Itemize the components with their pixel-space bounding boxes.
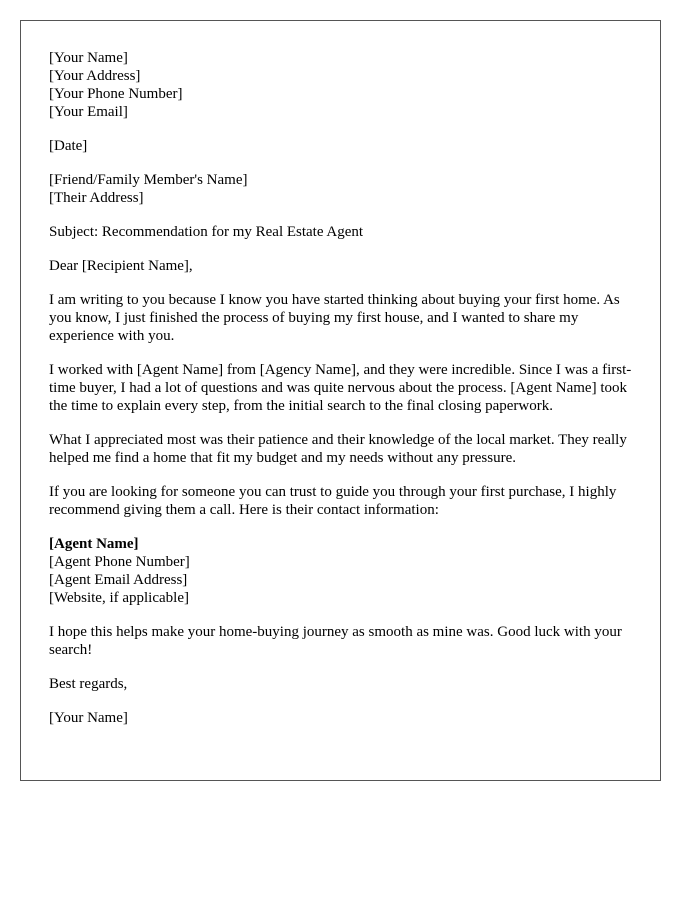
body-paragraph-3: What I appreciated most was their patience and their knowledge of the local market. They really helped me find a home that fit my budget and my needs without any pressure. (49, 432, 627, 466)
agent-name: [Agent Name] (49, 536, 139, 552)
body-paragraph-2: I worked with [Agent Name] from [Agency Name], and they were incredible. Since I was a first-time buyer, I had a lot of questions and was quite nervous about the process. [Agent Name] took the time to explain every step, from the initial search to the final closing paperwork. (49, 362, 632, 414)
sender-phone: [Your Phone Number] (49, 86, 183, 102)
sender-email: [Your Email] (49, 104, 128, 120)
letter-page (20, 20, 661, 781)
closing-paragraph: I hope this helps make your home-buying journey as smooth as mine was. Good luck with your search! (49, 624, 622, 658)
date-block (49, 137, 632, 155)
sender-block (49, 49, 632, 121)
signature: [Your Name] (49, 710, 128, 726)
letter-date: [Date] (49, 138, 88, 154)
salutation: Dear [Recipient Name], (49, 258, 193, 274)
sign-off: Best regards, (49, 676, 128, 692)
agent-contact-block (49, 535, 632, 607)
body-paragraph-1: I am writing to you because I know you have started thinking about buying your first home. As you know, I just finished the process of buying my first house, and I wanted to share my experience with you. (49, 292, 620, 344)
recipient-name: [Friend/Family Member's Name] (49, 172, 248, 188)
recipient-block (49, 171, 632, 207)
recipient-address: [Their Address] (49, 190, 144, 206)
body-paragraph-4: If you are looking for someone you can trust to guide you through your first purchase, I highly recommend giving them a call. Here is their contact information: (49, 484, 617, 518)
sender-address: [Your Address] (49, 68, 141, 84)
agent-website: [Website, if applicable] (49, 590, 189, 606)
agent-email: [Agent Email Address] (49, 572, 188, 588)
sender-name: [Your Name] (49, 50, 128, 66)
subject-line: Subject: Recommendation for my Real Estate Agent (49, 224, 364, 240)
agent-phone: [Agent Phone Number] (49, 554, 190, 570)
